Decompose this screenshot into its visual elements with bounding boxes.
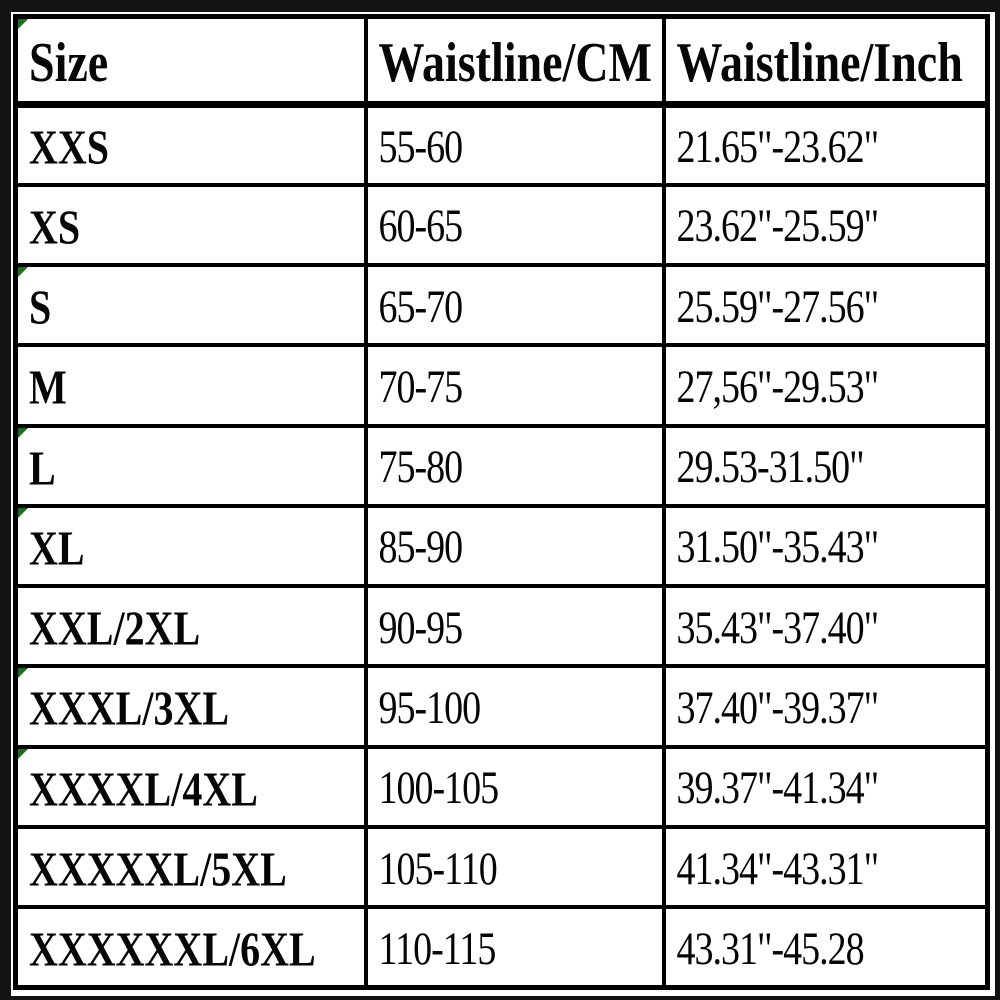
cm-value: 60-65 <box>378 201 463 253</box>
size-cell <box>16 105 366 185</box>
inch-cell <box>664 105 988 185</box>
column-header-label: Size <box>29 30 109 93</box>
inch-value: 31.50"-35.43" <box>676 522 879 574</box>
cm-cell <box>366 827 664 907</box>
size-cell <box>16 907 366 987</box>
size-cell <box>16 265 366 345</box>
cm-cell <box>366 907 664 987</box>
inch-value: 25.59"-27.56" <box>676 281 879 333</box>
inch-cell <box>664 426 988 506</box>
table-row <box>16 265 988 345</box>
size-chart-frame <box>11 12 995 996</box>
table-row <box>16 586 988 666</box>
inch-value: 37.40"-39.37" <box>676 682 879 735</box>
table-row <box>16 907 988 987</box>
size-cell <box>16 666 366 746</box>
inch-cell <box>664 907 988 987</box>
cm-cell <box>366 426 664 506</box>
size-cell <box>16 426 366 506</box>
size-value: XXS <box>29 119 110 175</box>
inch-cell <box>664 265 988 345</box>
size-cell <box>16 506 366 586</box>
size-cell <box>16 827 366 907</box>
inch-value: 39.37"-41.34" <box>676 763 879 815</box>
inch-cell <box>664 586 988 666</box>
cm-value: 105-110 <box>378 843 497 895</box>
table-row <box>16 345 988 425</box>
cm-cell <box>366 345 664 425</box>
inch-value: 41.34"-43.31" <box>676 843 879 895</box>
cm-value: 65-70 <box>378 281 463 333</box>
green-triangle-icon <box>18 749 28 759</box>
size-value: S <box>29 279 52 335</box>
size-value: L <box>29 440 56 496</box>
column-header-label: Waistline/CM <box>378 30 652 93</box>
header-cell-size <box>16 17 366 105</box>
size-value: XXXXL/4XL <box>29 761 258 817</box>
table-row <box>16 185 988 265</box>
inch-cell <box>664 666 988 746</box>
cm-cell <box>366 185 664 265</box>
size-value: XXXL/3XL <box>29 680 230 736</box>
size-value: XL <box>29 520 85 576</box>
table-row <box>16 827 988 907</box>
cm-value: 90-95 <box>378 602 463 654</box>
size-cell <box>16 586 366 666</box>
inch-cell <box>664 747 988 827</box>
header-cell-waistline-cm <box>366 17 664 105</box>
cm-cell <box>366 265 664 345</box>
size-value: M <box>29 359 67 415</box>
inch-value: 27,56"-29.53" <box>676 361 879 414</box>
table-row <box>16 426 988 506</box>
inch-value: 21.65"-23.62" <box>676 121 879 174</box>
header-cell-waistline-inch <box>664 17 988 105</box>
inch-cell <box>664 185 988 265</box>
header-row <box>16 17 988 105</box>
size-cell <box>16 345 366 425</box>
cm-cell <box>366 105 664 185</box>
cm-cell <box>366 747 664 827</box>
cm-value: 100-105 <box>378 763 499 815</box>
cm-cell <box>366 666 664 746</box>
table-row <box>16 506 988 586</box>
cm-value: 110-115 <box>378 923 496 975</box>
size-cell <box>16 185 366 265</box>
size-value: XXL/2XL <box>29 600 201 656</box>
cm-value: 55-60 <box>378 121 463 174</box>
cm-cell <box>366 586 664 666</box>
cm-value: 95-100 <box>378 682 481 735</box>
size-value: XXXXXL/5XL <box>29 841 287 897</box>
size-cell <box>16 747 366 827</box>
size-value: XS <box>29 199 81 255</box>
inch-cell <box>664 827 988 907</box>
inch-value: 29.53-31.50" <box>676 442 864 494</box>
green-triangle-icon <box>18 428 28 438</box>
inch-cell <box>664 345 988 425</box>
cm-value: 70-75 <box>378 361 463 414</box>
green-triangle-icon <box>18 668 28 678</box>
inch-cell <box>664 506 988 586</box>
cm-value: 85-90 <box>378 522 463 574</box>
green-triangle-icon <box>18 19 28 29</box>
inch-value: 23.62"-25.59" <box>676 201 879 253</box>
green-triangle-icon <box>18 508 28 518</box>
green-triangle-icon <box>18 267 28 277</box>
table-row <box>16 105 988 185</box>
inch-value: 35.43"-37.40" <box>676 602 879 654</box>
cm-cell <box>366 506 664 586</box>
column-header-label: Waistline/Inch <box>676 30 963 93</box>
table-row <box>16 666 988 746</box>
size-chart-table <box>13 14 990 990</box>
inch-value: 43.31"-45.28 <box>676 923 864 975</box>
cm-value: 75-80 <box>378 442 463 494</box>
size-value: XXXXXXL/6XL <box>29 921 316 977</box>
table-row <box>16 747 988 827</box>
